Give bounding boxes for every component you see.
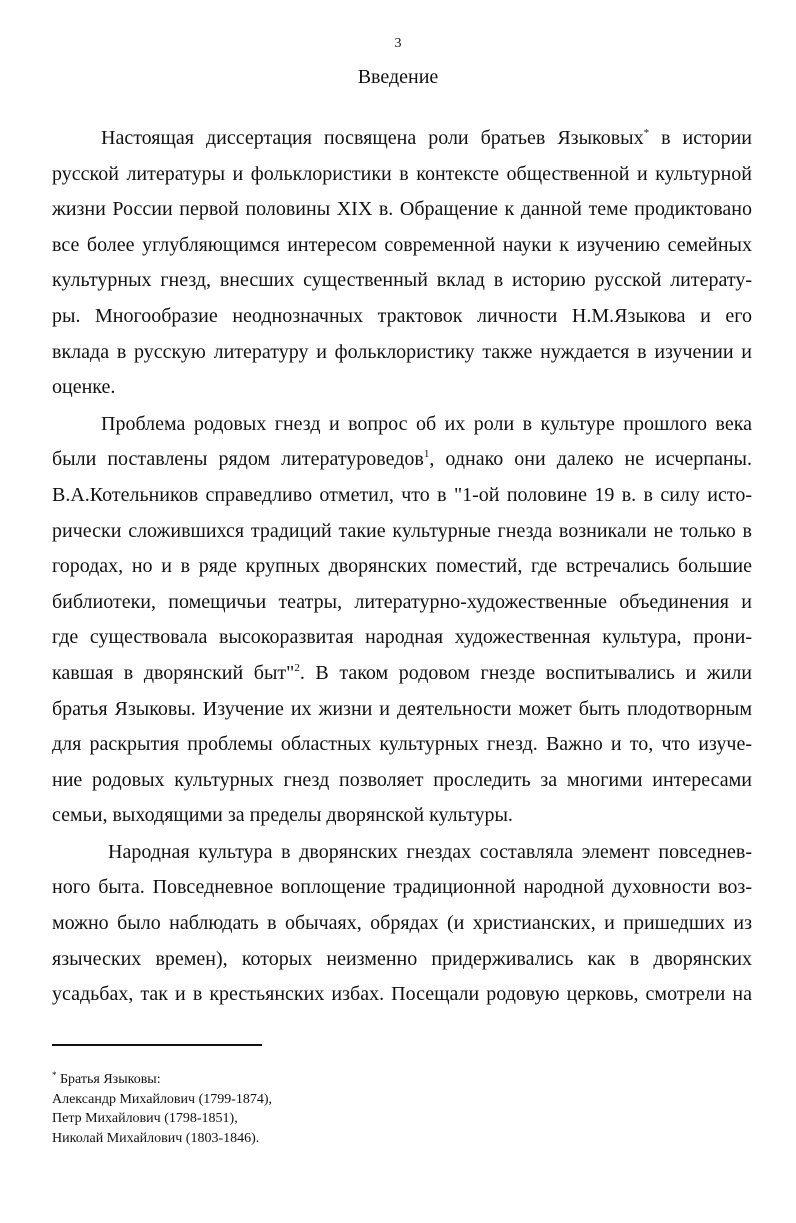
text-line: культурных гнезд, внесших существенный вклад в историю русской литерату-: [52, 269, 752, 292]
text-line: семьи, выходящими за пределы дворянской культуры.: [52, 804, 513, 827]
text-line: оценке.: [52, 376, 116, 399]
footnote-marker: 1: [423, 448, 430, 461]
footnote-line: Александр Михайлович (1799-1874),: [52, 1091, 273, 1107]
text-line: ного быта. Повседневное воплощение традиционной народной духовности воз-: [52, 876, 752, 899]
text-line: братья Языковы. Изучение их жизни и деятельности может быть плодотворным: [52, 697, 752, 720]
text-line: были поставлены рядом литературоведов$^1$, однако они далеко не исчерпаны.: [52, 448, 752, 471]
paragraph-3: [52, 835, 752, 1013]
text-line: ние родовых культурных гнезд позволяет проследить за многими интересами: [52, 768, 752, 791]
text-line: рически сложившихся традиций такие культурные гнезда возникали не только в: [52, 519, 752, 542]
text-line: библиотеки, помещичьи театры, литературно-художественные объединения и: [52, 590, 752, 613]
footnote-divider: [52, 1044, 262, 1046]
text-line: русской литературы и фольклористики в контексте общественной и культурной: [52, 162, 752, 185]
footnote-line: * Братья Языковы:: [52, 1070, 161, 1087]
text-line: языческих времен), которых неизменно придерживались как в дворянских: [52, 947, 752, 970]
text-line: Народная культура в дворянских гнездах составляла элемент повседнев-: [108, 840, 752, 863]
paragraph-1: [52, 121, 752, 406]
text-line: можно было наблюдать в обычаях, обрядах (и христианских, и пришедших из: [52, 912, 752, 935]
footnote-line: Петр Михайлович (1798-1851),: [52, 1111, 238, 1126]
text-line: Проблема родовых гнезд и вопрос об их роли в культуре прошлого века: [101, 412, 752, 435]
text-line: для раскрытия проблемы областных культурных гнезд. Важно и то, что изуче-: [52, 733, 752, 756]
text-line: ры. Многообразие неоднозначных трактовок личности Н.М.Языкова и его: [52, 304, 752, 327]
text-line: все более углубляющимся интересом современной науки к изучению семейных: [52, 233, 752, 256]
text-line: городах, но и в ряде крупных дворянских поместий, где встречались большие: [52, 555, 752, 578]
footnotes: [52, 1070, 652, 1148]
paragraph-2: [52, 407, 752, 834]
text-line: жизни России первой половины XIX в. Обращение к данной теме продиктовано: [52, 198, 752, 221]
footnote-marker: *: [52, 1070, 57, 1080]
text-line: В.А.Котельников справедливо отметил, что в "1-ой половине 19 в. в силу исто-: [52, 483, 752, 506]
footnote-line: Николай Михайлович (1803-1846).: [52, 1130, 260, 1146]
text-line: Настоящая диссертация посвящена роли братьев Языковых* в истории: [101, 127, 753, 149]
main-text: [52, 121, 752, 1013]
footnote-marker: *: [643, 127, 650, 139]
text-line: где существовала высокоразвитая народная художественная культура, прони-: [52, 626, 752, 649]
page-title: Введение: [357, 66, 439, 88]
page-number: 3: [394, 36, 402, 51]
text-line: вклада в русскую литературу и фольклористику также нуждается в изучении и: [52, 340, 752, 363]
footnote-marker: 2: [294, 661, 300, 674]
text-line: кавшая в дворянский быт"$^2$. В таком родовом гнезде воспитывались и жили: [52, 661, 752, 684]
text-line: усадьбах, так и в крестьянских избах. Посещали родовую церковь, смотрели на: [52, 983, 752, 1006]
